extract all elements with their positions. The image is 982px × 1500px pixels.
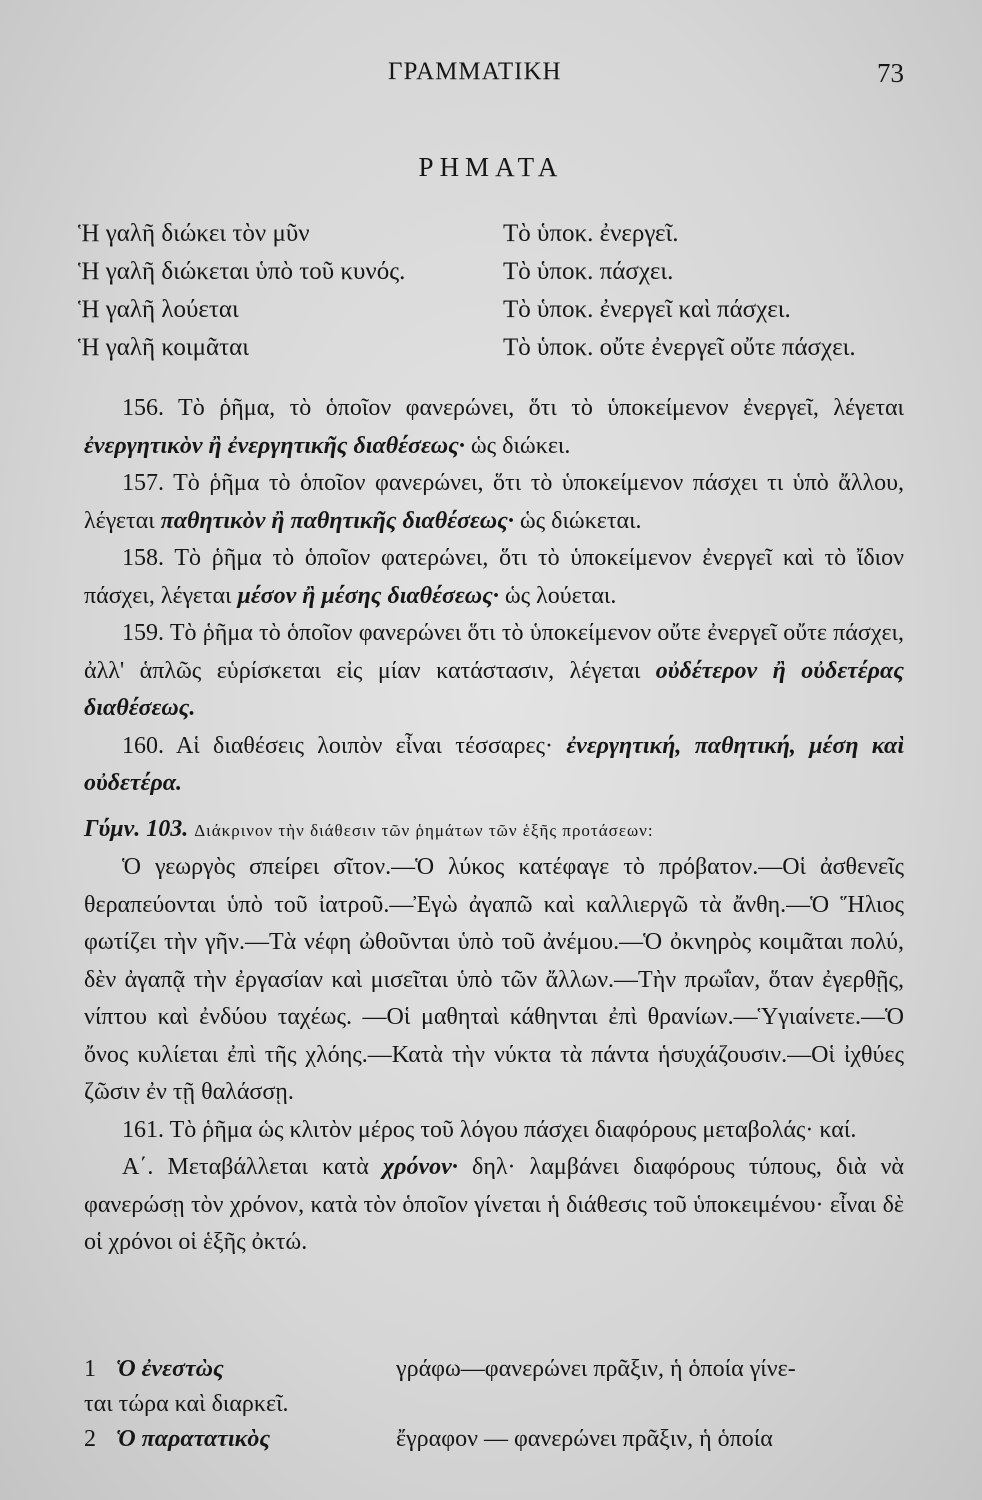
example-note: Τὸ ὑποκ. οὔτε ἐνεργεῖ οὔτε πάσχει.	[503, 334, 856, 361]
paragraph-156	[84, 390, 904, 465]
tense-number: 2	[84, 1426, 96, 1452]
tense-number: 1	[84, 1356, 96, 1382]
paragraph-161: 161. Τὸ ῥῆμα ὡς κλιτὸν μέρος τοῦ λόγου πάσχει διαφόρους μεταβολάς· καί.	[122, 1116, 857, 1143]
paragraph-text: 159. Τὸ ῥῆμα τὸ ὁποῖον φανερώνει ὅτι τὸ ὑποκείμενον οὔτε ἐνεργεῖ οὔτε πάσχει, ἀλλ' ἁπλῶς εὑρίσκεται εἰς μίαν κατάστασιν, λέγεται	[84, 620, 904, 684]
example-row	[78, 220, 908, 258]
example-row	[78, 334, 908, 372]
paragraph-text: 160. Αἱ διαθέσεις λοιπὸν εἶναι τέσσαρες·	[122, 732, 567, 759]
exercise-heading	[84, 811, 904, 850]
paragraph-159	[84, 615, 904, 728]
page-header	[0, 58, 982, 98]
exercise-text: Ὁ γεωργὸς σπείρει σῖτον.—Ὁ λύκος κατέφαγε τὸ πρόβατον.—Οἱ ἀσθενεῖς θεραπεύονται ὑπὸ τοῦ ἰατροῦ.—Ἐγὼ ἀγαπῶ καὶ καλλιεργῶ τὰ ἄνθη.—Ὁ Ἥλιος φωτίζει τὴν γῆν.—Τὰ νέφη ὠθοῦνται ὑπὸ τοῦ ἀνέμου.—Ὁ ὀκνηρὸς κοιμᾶται πολύ, δὲν ἀγαπᾷ τὴν ἐργασίαν καὶ μισεῖται ὑπὸ τῶν ἄλλων.—Τὴν πρωΐαν, ὅταν ἐγερθῇς, νίπτου καὶ ἐνδύου ταχέως. —Οἱ μαθηταὶ κάθηνται ἐπὶ θρανίων.—Ὑγιαίνετε.—Ὁ ὄνος κυλίεται ἐπὶ τῆς χλόης.—Κατὰ τὴν νύκτα τὰ πάντα ἡσυχάζουσιν.—Οἱ ἰχθύες ζῶσιν ἐν τῇ θαλάσσῃ.	[84, 854, 904, 1105]
tense-name: Ὁ παρατατικὸς	[116, 1426, 271, 1452]
tense-description-continued: ται τώρα καὶ διαρκεῖ.	[84, 1391, 289, 1417]
tense-row	[84, 1352, 904, 1387]
tense-list	[84, 1352, 904, 1457]
page-number: 73	[877, 58, 904, 88]
paragraph-160	[84, 728, 904, 803]
paragraph-text: ὡς λούεται.	[498, 582, 617, 609]
example-note: Τὸ ὑποκ. ἐνεργεῖ καὶ πάσχει.	[503, 296, 791, 323]
paragraph-157	[84, 465, 904, 540]
running-title: ΓΡΑΜΜΑΤΙΚΗ	[388, 58, 562, 85]
term-bold: μέσον ἢ μέσης διαθέσεως·	[237, 582, 499, 609]
tense-row	[84, 1422, 904, 1457]
paragraph-text: 156. Τὸ ῥῆμα, τὸ ὁποῖον φανερώνει, ὅτι τὸ ὑποκείμενον ἐνεργεῖ, λέγεται	[122, 395, 904, 421]
exercise-label: Γύμν. 103.	[84, 815, 189, 842]
example-sentence: Ἡ γαλῆ διώκεται ὑπὸ τοῦ κυνός.	[78, 258, 406, 285]
example-sentence: Ἡ γαλῆ κοιμᾶται	[78, 334, 249, 361]
term-bold: παθητικὸν ἢ παθητικῆς διαθέσεως·	[160, 507, 514, 534]
exercise-instruction: Διάκρινον τὴν διάθεσιν τῶν ῥημάτων τῶν ἑξῆς προτάσεων:	[194, 820, 654, 840]
term-bold: ἐνεργητική, παθητική, μέση καὶ οὐδετέρα.	[84, 732, 904, 796]
example-row	[78, 258, 908, 296]
term-bold: χρόνον·	[383, 1154, 458, 1180]
tense-description: ἔγραφον — φανερώνει πρᾶξιν, ἡ ὁποία	[396, 1426, 773, 1452]
example-sentence: Ἡ γαλῆ διώκει τὸν μῦν	[78, 220, 310, 247]
example-note: Τὸ ὑποκ. ἐνεργεῖ.	[503, 220, 679, 247]
term-bold: ἐνεργητικὸν ἢ ἐνεργητικῆς διαθέσεως·	[84, 432, 465, 459]
paragraph-text: 158. Τὸ ῥῆμα τὸ ὁποῖον φατερώνει, ὅτι τὸ ὑποκείμενον ἐνεργεῖ καὶ τὸ ἴδιον πάσχει, λέγεται	[84, 545, 904, 609]
paragraph-158	[84, 540, 904, 615]
example-sentence: Ἡ γαλῆ λούεται	[78, 296, 239, 323]
paragraph-a	[84, 1149, 904, 1262]
paragraph-text: ὡς διώκεται.	[513, 507, 642, 534]
example-sentences	[78, 220, 908, 372]
body-text	[84, 390, 904, 1262]
term-bold: οὐδέτερον ἢ οὐδετέρας διαθέσεως.	[84, 657, 904, 721]
paragraph-text: 157. Τὸ ῥῆμα τὸ ὁποῖον φανερώνει, ὅτι τὸ ὑποκείμενον πάσχει τι ὑπὸ ἄλλου, λέγεται	[84, 470, 904, 534]
tense-description: γράφω—φανερώνει πρᾶξιν, ἡ ὁποία γίνε-	[396, 1356, 796, 1382]
section-title: ΡΗΜΑΤΑ	[418, 152, 564, 182]
tense-name: Ὁ ἐνεστὼς	[116, 1356, 224, 1382]
paragraph-text: δηλ· λαμβάνει διαφόρους τύπους, διὰ νὰ φανερώσῃ τὸν χρόνον, κατὰ τὸν ὁποῖον γίνεται ἡ διάθεσις τοῦ ὑποκειμένου· εἶναι δὲ οἱ χρόνοι οἱ ἑξῆς ὀκτώ.	[84, 1154, 905, 1255]
paragraph-text: ὡς διώκει.	[464, 432, 571, 459]
example-note: Τὸ ὑποκ. πάσχει.	[503, 258, 674, 285]
example-row	[78, 296, 908, 334]
paragraph-text: Α΄. Μεταβάλλεται κατὰ	[122, 1154, 383, 1180]
